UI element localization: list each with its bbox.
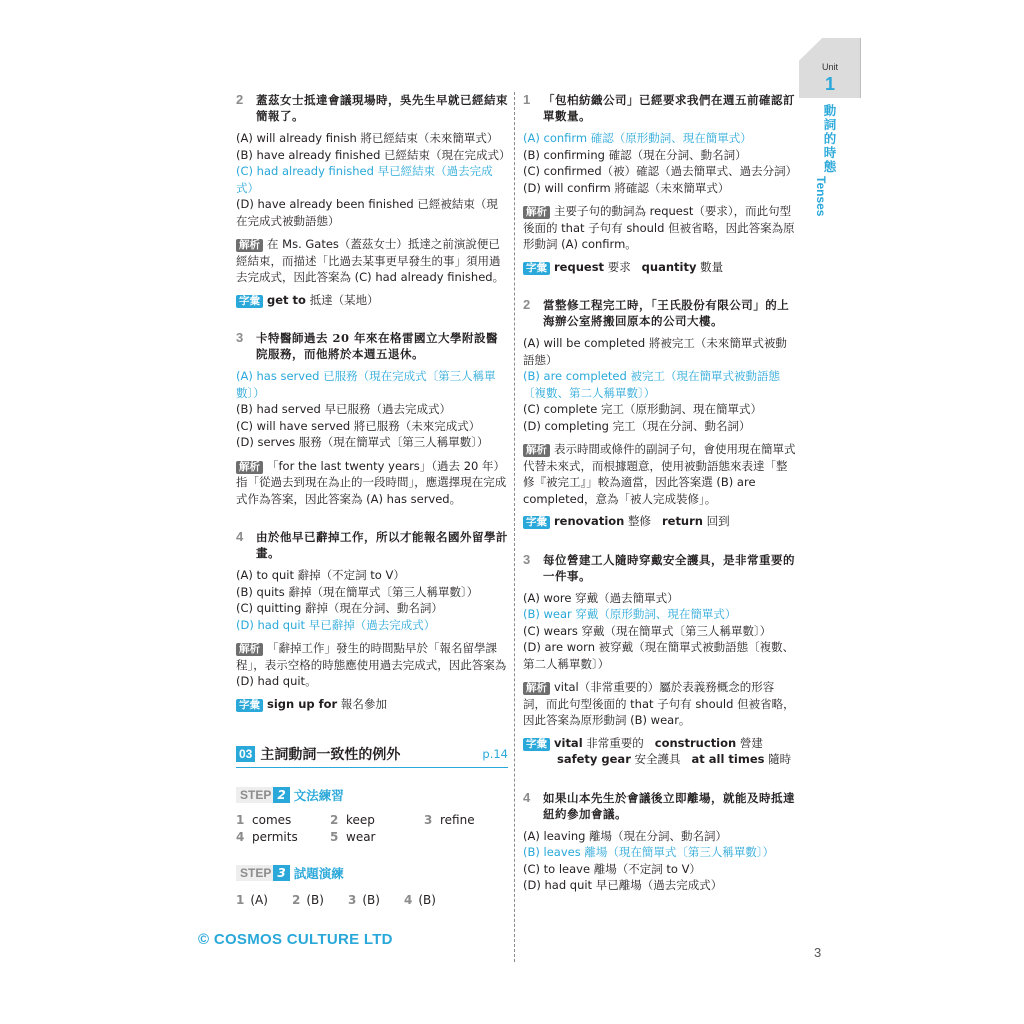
step-3-header xyxy=(236,864,508,882)
answer-number: 4 xyxy=(404,893,413,907)
column-divider xyxy=(514,92,515,962)
option-a: (A) leaving 離場（現在分詞、動名詞） xyxy=(523,828,728,843)
left-column xyxy=(236,92,511,909)
vocab-word: sign up for xyxy=(267,696,338,711)
vocabulary-tag: 字彙 xyxy=(523,738,550,751)
explanation-tag: 解析 xyxy=(523,206,550,219)
answer-number: 2 xyxy=(292,893,301,907)
explanation xyxy=(523,441,797,507)
answer-number: 1 xyxy=(236,893,245,907)
vocab-meaning: 數量 xyxy=(700,259,724,274)
unit-label: Unit xyxy=(821,62,838,72)
vocab-word: vital xyxy=(554,735,583,750)
vocabulary xyxy=(523,513,797,530)
explanation-text: vital（非常重要的）屬於表義務概念的形容詞，而此句型後面的 that 子句有 should 但被省略，因此答案為原形動詞 (B) wear。 xyxy=(523,680,795,727)
step-3-answers xyxy=(236,892,508,909)
option-d-correct: (D) had quit 早已辭掉（過去完成式） xyxy=(236,617,436,632)
explanation-tag: 解析 xyxy=(236,643,263,656)
option-d: (D) serves 服務（現在簡單式〔第三人稱單數〕） xyxy=(236,435,489,449)
question-text: 「包柏紡織公司」已經要求我們在週五前確認訂單數量。 xyxy=(543,93,795,123)
answer-item xyxy=(236,829,330,846)
vocab-meaning: 隨時 xyxy=(768,752,792,766)
answer-item xyxy=(424,812,504,829)
option-c: (C) complete 完工（原形動詞、現在簡單式） xyxy=(523,402,763,416)
vocab-meaning: 安全護具 xyxy=(634,752,681,766)
vocab-meaning: 非常重要的 xyxy=(586,735,644,750)
question-number: 4 xyxy=(236,529,244,544)
question-2-left xyxy=(236,92,511,308)
explanation-text: 「for the last twenty years」（過去 20 年）指「從過去到現在為止的一段時間」，應選擇現在完成式作為答案，因此答案為 (A) has served。 xyxy=(236,458,507,506)
option-b-correct: (B) are completed 被完工（現在簡單式被動語態〔複數、第二人稱單數〕） xyxy=(523,369,780,400)
vocab-meaning: 整修 xyxy=(628,514,651,528)
explanation xyxy=(523,203,797,253)
answer-number: 2 xyxy=(330,813,339,827)
explanation-tag: 解析 xyxy=(523,444,550,457)
answer-value: (B) xyxy=(362,893,380,907)
step-number: 2 xyxy=(273,787,289,803)
vocabulary-tag: 字彙 xyxy=(236,295,263,308)
section-number: 03 xyxy=(236,746,255,762)
option-d: (D) have already been finished 已經被結束（現在完成式被動語態） xyxy=(236,197,498,228)
vocab-meaning: 報名參加 xyxy=(340,696,387,711)
step-number: 3 xyxy=(273,865,289,881)
answer-item xyxy=(330,812,424,829)
answer-value: (A) xyxy=(250,893,268,907)
question-text: 卡特醫師過去 20 年來在格雷國立大學附設醫院服務，而他將於本週五退休。 xyxy=(256,331,499,361)
question-text: 蓋茲女士抵達會議現場時，吳先生早就已經結束簡報了。 xyxy=(256,93,508,123)
question-3-left xyxy=(236,330,508,507)
step-title: 文法練習 xyxy=(293,788,344,803)
unit-tab-edge xyxy=(860,38,861,98)
step-2-answers xyxy=(236,812,508,846)
vocab-word: renovation xyxy=(554,514,625,528)
question-text: 每位營建工人隨時穿戴安全護具，是非常重要的一件事。 xyxy=(543,552,795,583)
option-d: (D) completing 完工（現在分詞、動名詞） xyxy=(523,418,751,433)
vocab-word: at all times xyxy=(691,752,765,766)
answer-item xyxy=(236,812,330,829)
option-a: (A) will already finish 將已經結束（未來簡單式） xyxy=(236,131,499,145)
option-a: (A) will be completed 將被完工（未來簡單式被動語態） xyxy=(523,336,787,367)
question-4-left xyxy=(236,529,508,712)
answer-value: permits xyxy=(252,830,298,844)
answer-number: 3 xyxy=(424,813,433,827)
vocabulary-tag: 字彙 xyxy=(236,699,263,712)
option-b: (B) confirming 確認（現在分詞、動名詞） xyxy=(523,147,747,162)
option-c: (C) confirmed（被）確認（過去簡單式、過去分詞） xyxy=(523,164,798,178)
answer-value: (B) xyxy=(306,893,324,907)
vocab-meaning: 回到 xyxy=(706,514,730,528)
answer-number: 4 xyxy=(236,830,245,844)
answer-value: comes xyxy=(252,813,292,827)
question-text: 當整修工程完工時，「王氏股份有限公司」的上海辦公室將搬回原本的公司大樓。 xyxy=(543,298,790,328)
option-b: (B) quits 辭掉（現在簡單式〔第三人稱單數〕） xyxy=(236,584,479,599)
section-page-ref: p.14 xyxy=(482,747,508,761)
vocab-word: quantity xyxy=(641,259,697,274)
explanation-text: 表示時間或條件的副詞子句，會使用現在簡單式代替未來式，而根據題意，使用被動語態來表達「整修『被完工』」較為適當，因此答案選 (B) are completed，意為「被人完成裝修」。 xyxy=(523,442,796,506)
question-4-right xyxy=(523,790,797,894)
option-b: (B) have already finished 已經結束（現在完成式） xyxy=(236,147,511,162)
section-header xyxy=(236,744,508,768)
answer-number: 5 xyxy=(330,830,339,844)
explanation-tag: 解析 xyxy=(236,239,263,252)
option-c: (C) quitting 辭掉（現在分詞、動名詞） xyxy=(236,601,443,615)
option-c-correct: (C) had already finished 早已經結束（過去完成式） xyxy=(236,164,493,195)
answer-item xyxy=(330,829,424,846)
question-number: 3 xyxy=(523,551,531,567)
vocab-word: construction xyxy=(654,735,737,750)
question-2-right xyxy=(523,297,797,530)
option-a-correct: (A) confirm 確認（原形動詞、現在簡單式） xyxy=(523,131,752,145)
vocabulary-tag: 字彙 xyxy=(523,262,550,275)
question-text: 由於他早已辭掉工作，所以才能報名國外留學計畫。 xyxy=(256,530,508,560)
unit-title-en: Tenses xyxy=(814,176,828,217)
option-b-correct: (B) wear 穿戴（原形動詞、現在簡單式） xyxy=(523,607,737,621)
page-number: 3 xyxy=(814,945,822,960)
question-number: 1 xyxy=(523,92,531,107)
question-number: 3 xyxy=(236,330,244,345)
answer-number: 3 xyxy=(348,893,357,907)
answer-value: (B) xyxy=(418,893,436,907)
option-c: (C) wears 穿戴（現在簡單式〔第三人稱單數〕） xyxy=(523,623,772,638)
answer-value: wear xyxy=(346,830,376,844)
step-label: STEP xyxy=(236,787,273,803)
vocabulary xyxy=(236,292,508,309)
question-3-right xyxy=(523,552,797,768)
option-c: (C) to leave 離場（不定詞 to V） xyxy=(523,861,701,876)
question-number: 2 xyxy=(523,297,531,312)
vocab-word: request xyxy=(554,259,605,274)
vocab-word: safety gear xyxy=(557,752,631,766)
vocabulary xyxy=(523,259,797,276)
explanation-text: 「辭掉工作」發生的時間點早於「報名留學課程」，表示空格的時態應使用過去完成式，因此答案為 (D) had quit。 xyxy=(236,641,507,688)
explanation-text: 在 Ms. Gates（蓋茲女士）抵達之前演說便已經結束，而描述「比過去某事更早發生的事」須用過去完成式，因此答案為 (C) had already finished。 xyxy=(236,237,505,284)
explanation xyxy=(236,640,508,690)
option-c: (C) will have served 將已服務（未來完成式） xyxy=(236,418,481,433)
option-a-correct: (A) has served 已服務（現在完成式〔第三人稱單數〕） xyxy=(236,369,496,400)
vocabulary xyxy=(523,735,797,768)
step-label: STEP xyxy=(236,865,273,881)
vocab-meaning: 營建 xyxy=(739,735,763,750)
answer-item xyxy=(292,892,348,909)
explanation-tag: 解析 xyxy=(523,682,550,695)
vocabulary-tag: 字彙 xyxy=(523,516,550,529)
vocab-meaning: 抵達（某地） xyxy=(309,292,379,307)
answer-item xyxy=(236,892,292,909)
question-number: 4 xyxy=(523,789,531,805)
section-title: 主詞動詞一致性的例外 xyxy=(260,747,401,763)
explanation-text: 主要子句的動詞為 request（要求），而此句型後面的 that 子句有 should 但被省略，因此答案為原形動詞 (A) confirm。 xyxy=(523,204,795,251)
explanation xyxy=(236,236,508,286)
option-d: (D) are worn 被穿戴（現在簡單式被動語態〔複數、第二人稱單數〕） xyxy=(523,640,795,671)
step-2-header xyxy=(236,786,508,804)
option-a: (A) to quit 辭掉（不定詞 to V） xyxy=(236,568,405,582)
explanation-tag: 解析 xyxy=(236,461,263,474)
vocab-word: get to xyxy=(267,292,306,307)
right-column xyxy=(523,92,797,904)
question-text: 如果山本先生於會議後立即離場，就能及時抵達紐約參加會議。 xyxy=(543,790,795,821)
option-b-correct: (B) leaves 離場（現在簡單式〔第三人稱單數〕） xyxy=(523,845,775,859)
option-d: (D) had quit 早已離場（過去完成式） xyxy=(523,878,723,892)
question-1-right xyxy=(523,92,797,275)
unit-title-cn: 動詞的時態 xyxy=(823,103,837,174)
option-b: (B) had served 早已服務（過去完成式） xyxy=(236,402,451,416)
vocab-meaning: 要求 xyxy=(607,259,631,274)
option-a: (A) wore 穿戴（過去簡單式） xyxy=(523,590,679,605)
answer-value: refine xyxy=(440,813,475,827)
question-number: 2 xyxy=(236,92,244,107)
vocabulary xyxy=(236,696,508,713)
explanation xyxy=(236,458,508,508)
answer-value: keep xyxy=(346,813,375,827)
option-d: (D) will confirm 將確認（未來簡單式） xyxy=(523,180,730,195)
vocab-word: return xyxy=(661,514,703,528)
answer-item xyxy=(404,892,460,909)
explanation xyxy=(523,679,797,729)
answer-number: 1 xyxy=(236,813,245,827)
publisher-watermark: © COSMOS CULTURE LTD xyxy=(198,931,393,948)
unit-number: 1 xyxy=(824,74,835,94)
answer-item xyxy=(348,892,404,909)
step-title: 試題演練 xyxy=(293,866,344,881)
